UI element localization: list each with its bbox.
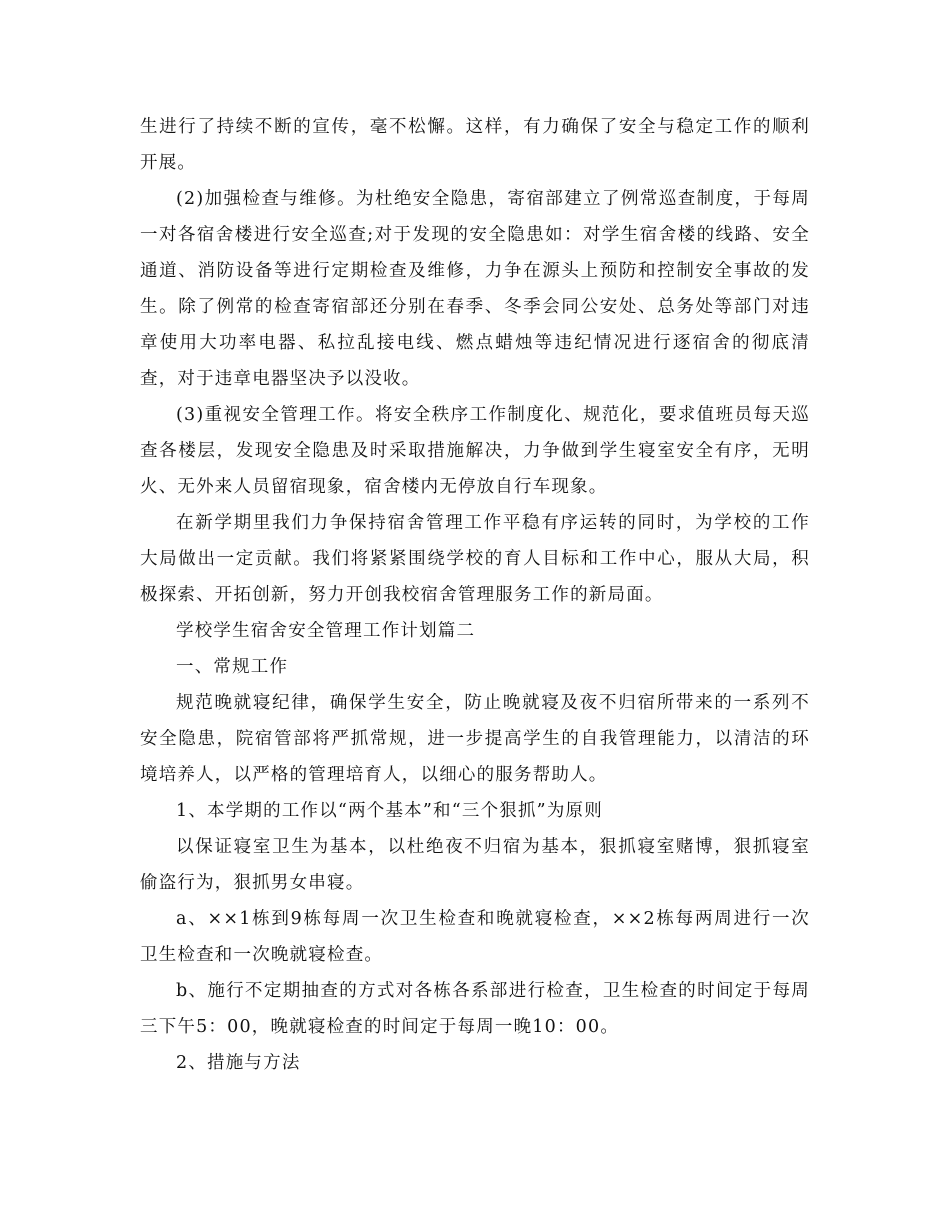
section-title: 学校学生宿舍安全管理工作计划篇二 [176,621,476,641]
paragraph-new-semester: 在新学期里我们力争保持宿舍管理工作平稳有序运转的同时，为学校的工作大局做出一定贡献。我们将紧紧围绕学校的育人目标和工作中心，服从大局，积极探索、开拓创新，努力开创我校宿舍管理服务工作的新局面。 [140,513,810,605]
paragraph-discipline: 规范晚就寝纪律，确保学生安全，防止晚就寝及夜不归宿所带来的一系列不安全隐患，院宿管部将严抓常规，进一步提高学生的自我管理能力，以清洁的环境培养人，以严格的管理培育人，以细心的服务帮助人。 [140,693,810,785]
paragraph-safety-management: (3)重视安全管理工作。将安全秩序工作制度化、规范化，要求值班员每天巡查各楼层，发现安全隐患及时采取措施解决，力争做到学生寝室安全有序，无明火、无外来人员留宿现象，宿舍楼内无停放自行车现象。 [140,405,810,497]
paragraph-item-b: b、施行不定期抽查的方式对各栋各系部进行检查，卫生检查的时间定于每周三下午5：00，晚就寝检查的时间定于每周一晚10：00。 [140,981,810,1037]
paragraph-item-a: a、××1栋到9栋每周一次卫生检查和晚就寝检查，××2栋每两周进行一次卫生检查和一次晚就寝检查。 [140,909,810,965]
paragraph-continuation: 生进行了持续不断的宣传，毫不松懈。这样，有力确保了安全与稳定工作的顺利开展。 [140,117,810,173]
paragraph-inspection-maintenance: (2)加强检查与维修。为杜绝安全隐患，寄宿部建立了例常巡查制度，于每周一对各宿舍楼进行安全巡查;对于发现的安全隐患如：对学生宿舍楼的线路、安全通道、消防设备等进行定期检查及维修，力争在源头上预防和控制安全事故的发生。除了例常的检查寄宿部还分别在春季、冬季会同公安处、总务处等部门对违章使用大功率电器、私拉乱接电线、燃点蜡烛等违纪情况进行逐宿舍的彻底清查，对于违章电器坚决予以没收。 [140,189,810,389]
section-heading-routine-work: 一、常规工作 [176,657,289,677]
subheading-principles: 1、本学期的工作以“两个基本”和“三个狠抓”为原则 [176,801,603,821]
subheading-measures: 2、措施与方法 [176,1053,301,1073]
paragraph-basics: 以保证寝室卫生为基本，以杜绝夜不归宿为基本，狠抓寝室赌博，狠抓寝室偷盗行为，狠抓男女串寝。 [140,837,810,893]
